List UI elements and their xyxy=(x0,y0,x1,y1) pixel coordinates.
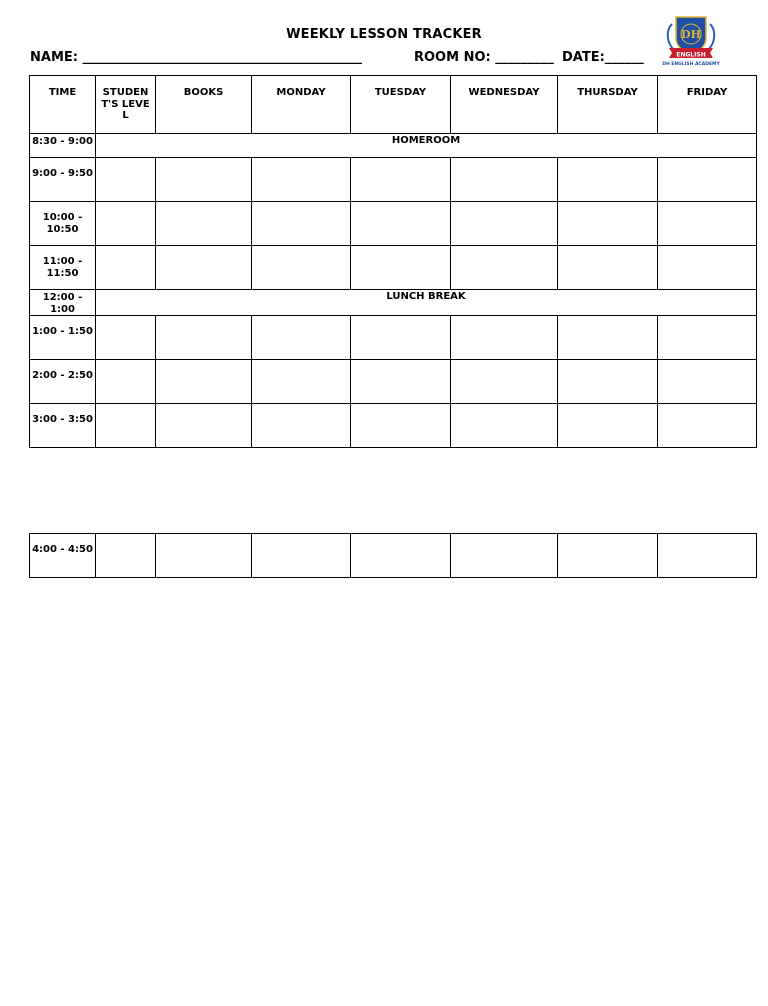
extra-lesson-table xyxy=(29,533,757,578)
entry-cell-monday[interactable] xyxy=(252,202,351,246)
page-title: WEEKLY LESSON TRACKER xyxy=(286,27,482,42)
time-slot-cell: 2:00 - 2:50 xyxy=(30,360,96,404)
name-field[interactable]: NAME: ___________________________________________ xyxy=(30,50,362,65)
entry-cell-friday[interactable] xyxy=(658,246,757,290)
entry-cell-books[interactable] xyxy=(156,360,252,404)
time-slot-cell: 10:00 - 10:50 xyxy=(30,202,96,246)
table-row xyxy=(30,290,757,316)
entry-cell-books[interactable] xyxy=(156,534,252,578)
entry-cell-thursday[interactable] xyxy=(558,534,658,578)
header-fields xyxy=(30,50,650,68)
entry-cell-thursday[interactable] xyxy=(558,316,658,360)
entry-cell-tuesday[interactable] xyxy=(351,316,451,360)
room-no-field[interactable]: ROOM NO: _________ xyxy=(414,50,554,65)
header-studen-t-s-level: STUDEN T'S LEVEL xyxy=(96,76,156,134)
entry-cell-studen-t-s-level[interactable] xyxy=(96,534,156,578)
entry-cell-thursday[interactable] xyxy=(558,246,658,290)
entry-cell-tuesday[interactable] xyxy=(351,534,451,578)
header-friday: FRIDAY xyxy=(658,76,757,134)
lunch-break-label: LUNCH BREAK xyxy=(96,290,757,316)
entry-cell-studen-t-s-level[interactable] xyxy=(96,316,156,360)
entry-cell-books[interactable] xyxy=(156,404,252,448)
time-slot-cell: 8:30 - 9:00 xyxy=(30,134,96,158)
lesson-table xyxy=(29,75,757,448)
entry-cell-studen-t-s-level[interactable] xyxy=(96,158,156,202)
entry-cell-monday[interactable] xyxy=(252,360,351,404)
entry-cell-monday[interactable] xyxy=(252,158,351,202)
table-row xyxy=(30,534,757,578)
header-row xyxy=(30,76,757,134)
entry-cell-monday[interactable] xyxy=(252,534,351,578)
entry-cell-monday[interactable] xyxy=(252,316,351,360)
time-slot-cell: 12:00 - 1:00 xyxy=(30,290,96,316)
entry-cell-wednesday[interactable] xyxy=(451,202,558,246)
date-field[interactable]: DATE:______ xyxy=(562,50,644,65)
entry-cell-thursday[interactable] xyxy=(558,202,658,246)
header-thursday: THURSDAY xyxy=(558,76,658,134)
entry-cell-friday[interactable] xyxy=(658,360,757,404)
svg-text:DH ENGLISH ACADEMY: DH ENGLISH ACADEMY xyxy=(662,62,720,67)
entry-cell-monday[interactable] xyxy=(252,404,351,448)
entry-cell-books[interactable] xyxy=(156,202,252,246)
header-time: TIME xyxy=(30,76,96,134)
entry-cell-books[interactable] xyxy=(156,316,252,360)
table-row xyxy=(30,404,757,448)
entry-cell-studen-t-s-level[interactable] xyxy=(96,360,156,404)
header-tuesday: TUESDAY xyxy=(351,76,451,134)
time-slot-cell: 4:00 - 4:50 xyxy=(30,534,96,578)
entry-cell-books[interactable] xyxy=(156,246,252,290)
entry-cell-wednesday[interactable] xyxy=(451,246,558,290)
entry-cell-wednesday[interactable] xyxy=(451,534,558,578)
entry-cell-friday[interactable] xyxy=(658,404,757,448)
entry-cell-tuesday[interactable] xyxy=(351,202,451,246)
entry-cell-tuesday[interactable] xyxy=(351,404,451,448)
entry-cell-thursday[interactable] xyxy=(558,404,658,448)
entry-cell-friday[interactable] xyxy=(658,158,757,202)
table-row xyxy=(30,158,757,202)
entry-cell-wednesday[interactable] xyxy=(451,316,558,360)
time-slot-cell: 3:00 - 3:50 xyxy=(30,404,96,448)
table-row xyxy=(30,360,757,404)
entry-cell-wednesday[interactable] xyxy=(451,158,558,202)
entry-cell-tuesday[interactable] xyxy=(351,158,451,202)
entry-cell-studen-t-s-level[interactable] xyxy=(96,202,156,246)
header-wednesday: WEDNESDAY xyxy=(451,76,558,134)
table-row xyxy=(30,202,757,246)
svg-text:ENGLISH: ENGLISH xyxy=(676,51,706,59)
entry-cell-monday[interactable] xyxy=(252,246,351,290)
entry-cell-friday[interactable] xyxy=(658,202,757,246)
entry-cell-thursday[interactable] xyxy=(558,158,658,202)
entry-cell-wednesday[interactable] xyxy=(451,404,558,448)
entry-cell-books[interactable] xyxy=(156,158,252,202)
entry-cell-wednesday[interactable] xyxy=(451,360,558,404)
time-slot-cell: 9:00 - 9:50 xyxy=(30,158,96,202)
table-row xyxy=(30,246,757,290)
entry-cell-tuesday[interactable] xyxy=(351,360,451,404)
svg-text:DH: DH xyxy=(681,28,701,41)
entry-cell-thursday[interactable] xyxy=(558,360,658,404)
entry-cell-friday[interactable] xyxy=(658,534,757,578)
header-monday: MONDAY xyxy=(252,76,351,134)
entry-cell-tuesday[interactable] xyxy=(351,246,451,290)
time-slot-cell: 11:00 - 11:50 xyxy=(30,246,96,290)
table-row xyxy=(30,134,757,158)
entry-cell-studen-t-s-level[interactable] xyxy=(96,404,156,448)
table-row xyxy=(30,316,757,360)
academy-logo xyxy=(662,12,720,68)
homeroom-label: HOMEROOM xyxy=(96,134,757,158)
time-slot-cell: 1:00 - 1:50 xyxy=(30,316,96,360)
header-books: BOOKS xyxy=(156,76,252,134)
entry-cell-studen-t-s-level[interactable] xyxy=(96,246,156,290)
entry-cell-friday[interactable] xyxy=(658,316,757,360)
